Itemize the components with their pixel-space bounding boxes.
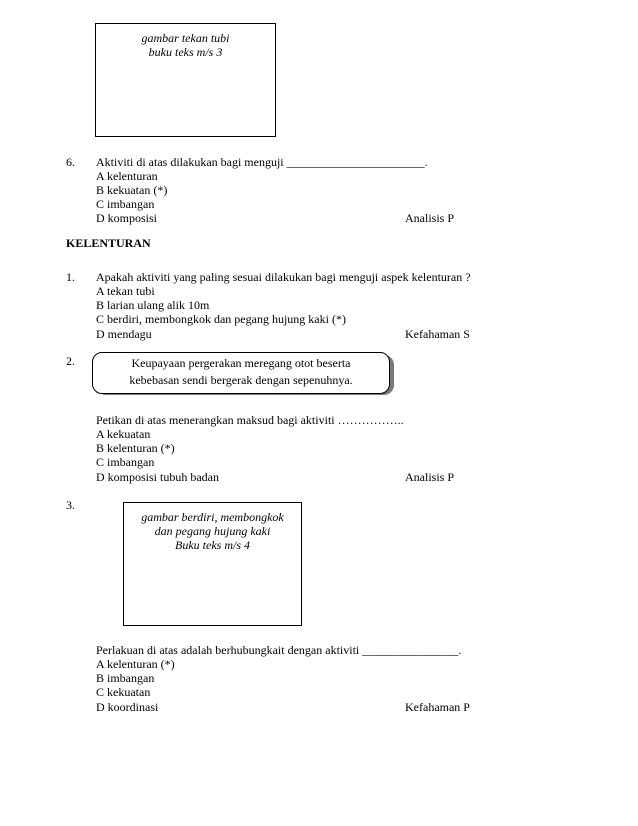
question-number: 3. xyxy=(66,498,75,512)
question-number: 1. xyxy=(66,270,75,284)
question-stem: Apakah aktiviti yang paling sesuai dilakukan bagi menguji aspek kelenturan ? xyxy=(96,270,471,284)
option-a: A kelenturan xyxy=(96,169,158,183)
image-caption-line: gambar tekan tubi xyxy=(141,31,230,45)
question-number: 6. xyxy=(66,155,75,169)
cognitive-level: Analisis P xyxy=(405,470,455,484)
option-b: B imbangan xyxy=(96,671,155,685)
image-placeholder-tekan-tubi xyxy=(95,23,276,137)
quote-box xyxy=(92,352,390,394)
question-stem: Aktiviti di atas dilakukan bagi menguji _______________________. xyxy=(96,155,428,169)
option-d: D koordinasi xyxy=(96,700,159,714)
option-a: A kelenturan (*) xyxy=(96,657,175,671)
option-c: C berdiri, membongkok dan pegang hujung kaki (*) xyxy=(96,312,346,326)
image-caption-line: buku teks m/s 3 xyxy=(148,45,223,59)
question-stem: Petikan di atas menerangkan maksud bagi aktiviti …………….. xyxy=(96,413,404,427)
option-c: C imbangan xyxy=(96,197,155,211)
quote-line: kebebasan sendi bergerak dengan sepenuhnya. xyxy=(129,373,353,387)
option-d: D komposisi tubuh badan xyxy=(96,470,219,484)
option-d: D mendagu xyxy=(96,327,152,341)
section-title: KELENTURAN xyxy=(66,236,151,250)
option-a: A kekuatan xyxy=(96,427,151,441)
quote-line: Keupayaan pergerakan meregang otot beserta xyxy=(131,356,351,370)
image-caption-line: dan pegang hujung kaki xyxy=(154,524,271,538)
cognitive-level: Analisis P xyxy=(405,211,455,225)
option-c: C imbangan xyxy=(96,455,155,469)
image-placeholder-berdiri-membongkok xyxy=(123,502,302,626)
question-number: 2. xyxy=(66,354,75,368)
option-a: A tekan tubi xyxy=(96,284,155,298)
option-d: D komposisi xyxy=(96,211,158,225)
option-b: B kelenturan (*) xyxy=(96,441,175,455)
option-b: B kekuatan (*) xyxy=(96,183,168,197)
cognitive-level: Kefahaman P xyxy=(405,700,470,714)
cognitive-level: Kefahaman S xyxy=(405,327,470,341)
image-caption-line: Buku teks m/s 4 xyxy=(175,538,250,552)
option-c: C kekuatan xyxy=(96,685,151,699)
question-stem: Perlakuan di atas adalah berhubungkait dengan aktiviti ________________. xyxy=(96,643,462,657)
option-b: B larian ulang alik 10m xyxy=(96,298,210,312)
image-caption-line: gambar berdiri, membongkok xyxy=(141,510,284,524)
